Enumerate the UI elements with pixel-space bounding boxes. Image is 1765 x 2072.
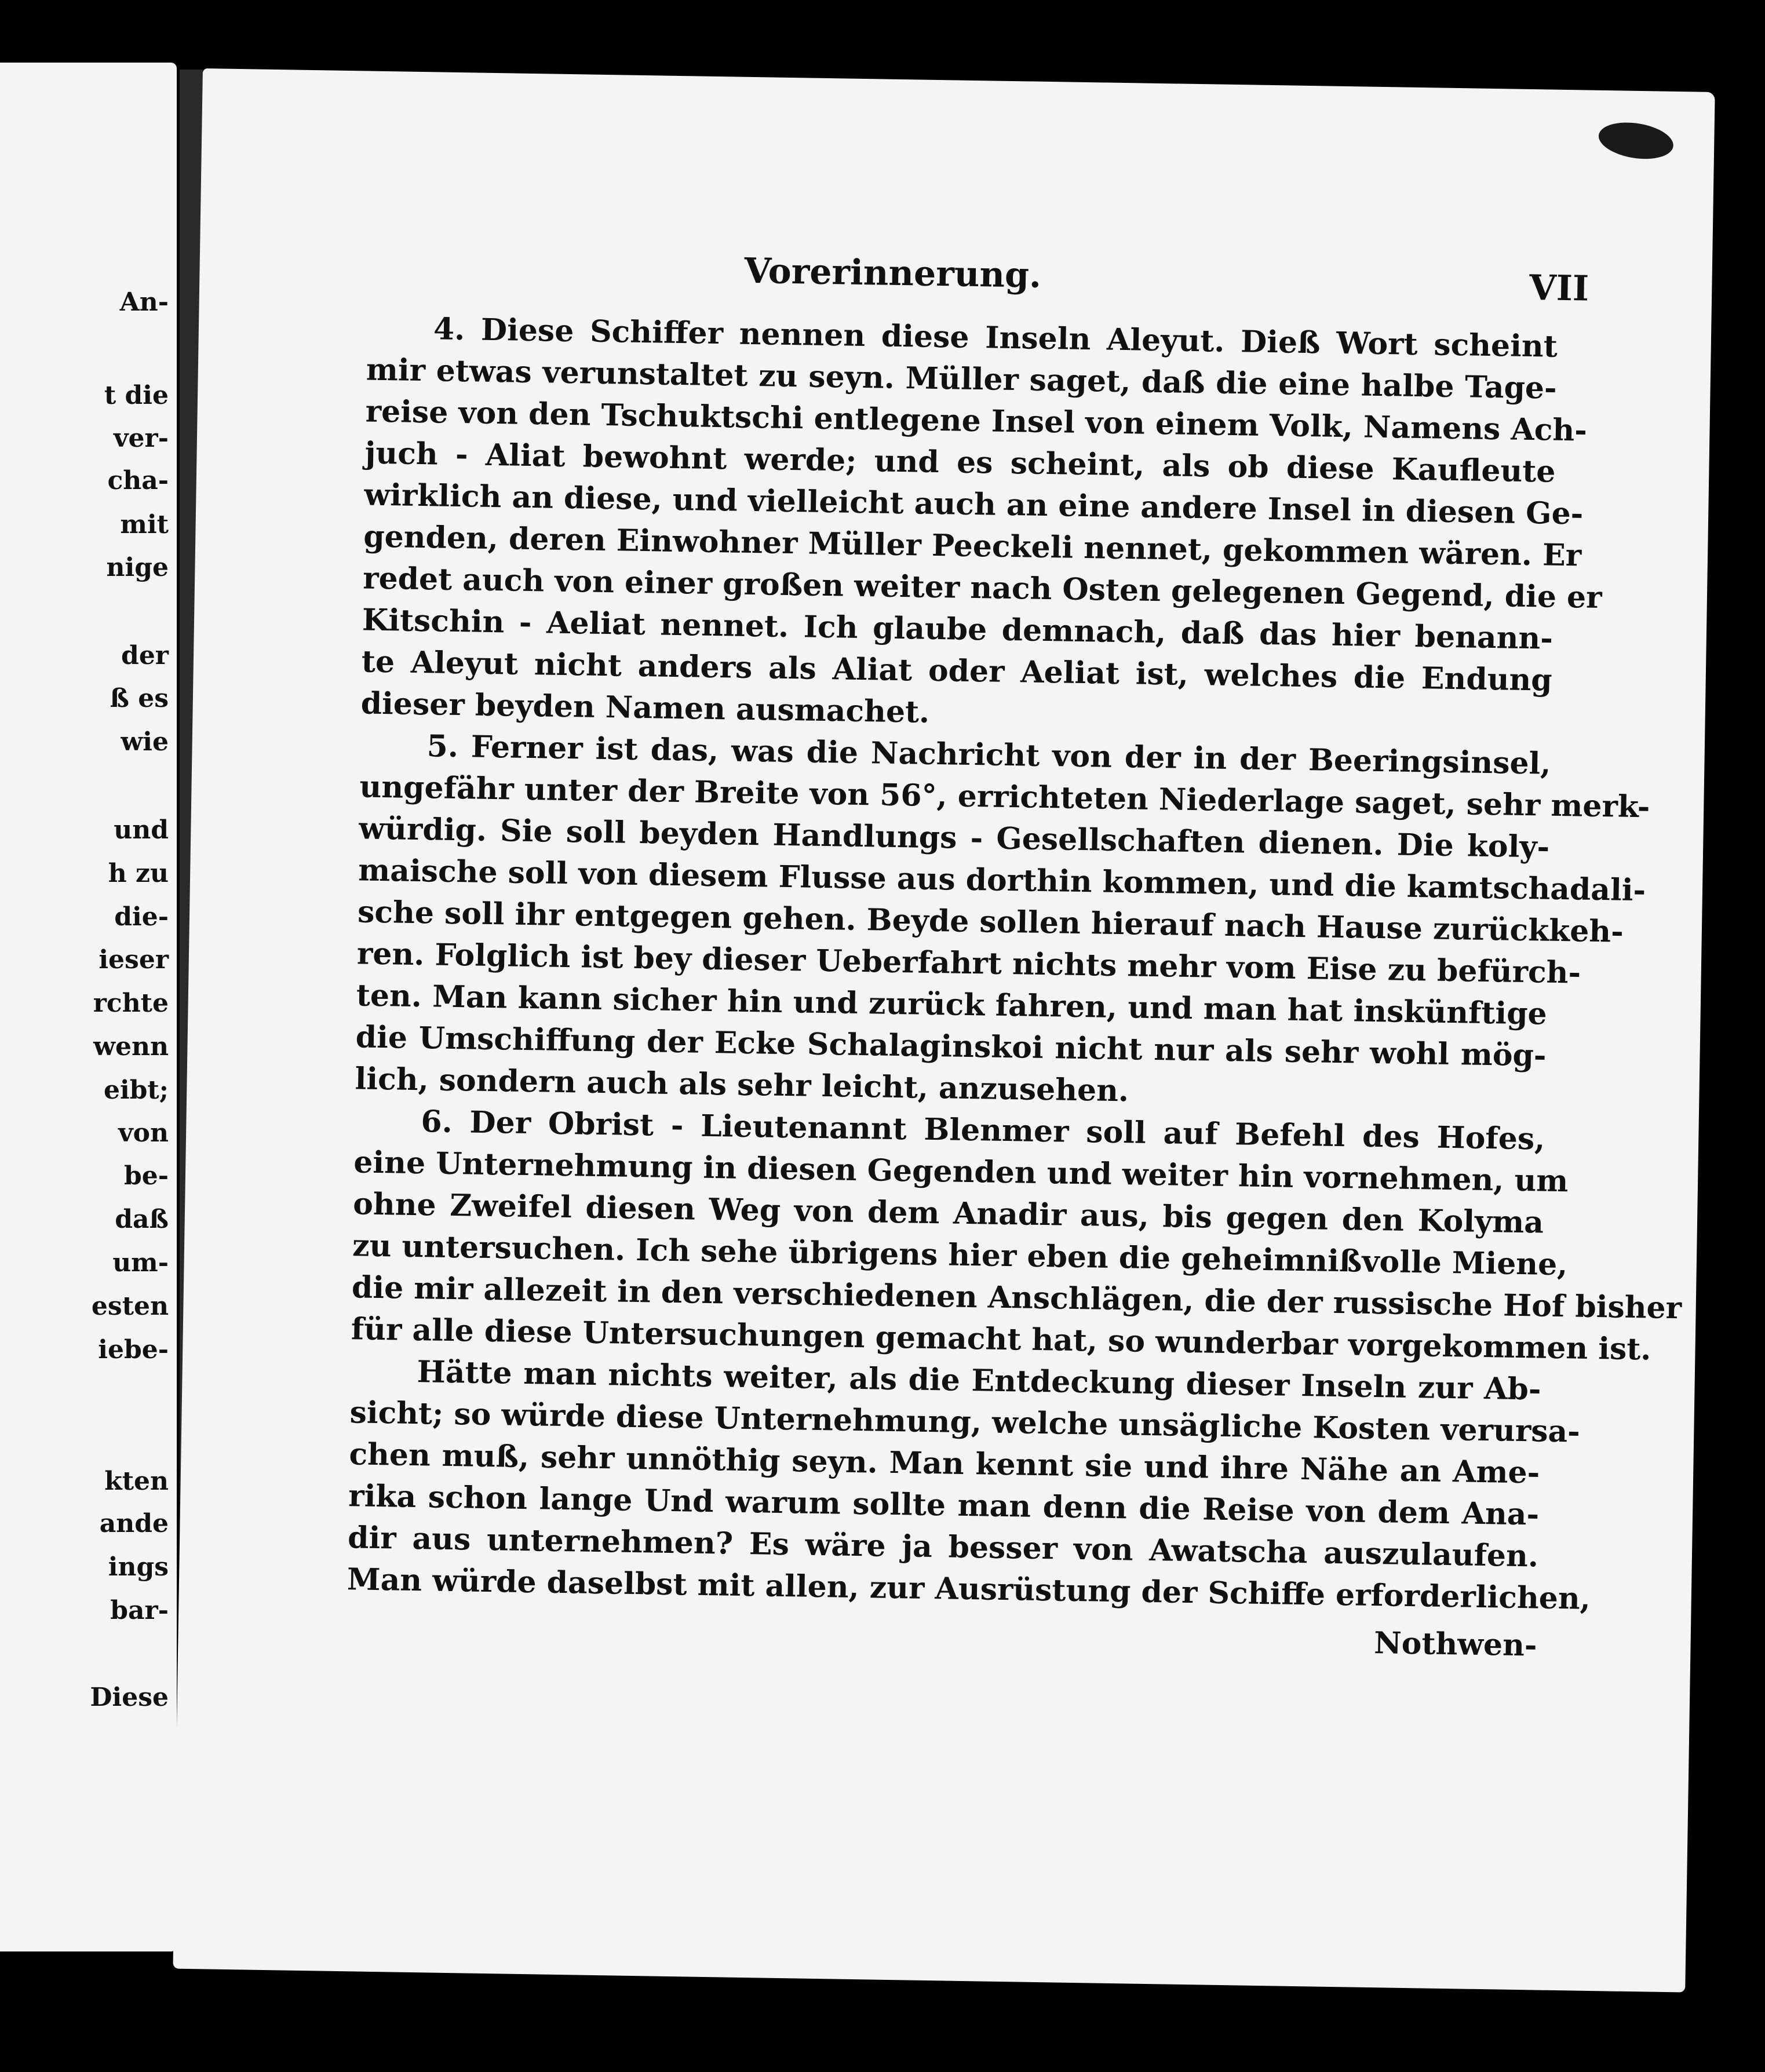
text-line: Kitschin - Aeliat nennet. Ich glaube demnach, daß das hier benann- [362,602,1554,656]
left-page-fragment: wie [121,727,169,757]
left-page [0,63,177,1951]
left-page-fragment: cha- [107,466,169,495]
text-line: ten. Man kann sicher hin und zurück fahren, und man hat inskünftige [356,977,1548,1032]
left-page-fragment: be- [123,1161,169,1191]
left-page-fragment: ings [108,1552,169,1582]
text-line: für alle diese Untersuchungen gemacht hat, so wunderbar vorgekommen ist. [351,1311,1651,1367]
left-page-fragment: ieser [99,945,169,975]
text-line: die Umschiffung der Ecke Schalaginskoi nicht nur als sehr wohl mög- [355,1019,1547,1074]
text-line: würdig. Sie soll beyden Handlungs - Gesellschaften dienen. Die koly- [358,811,1550,865]
left-page-fragment: nige [106,553,169,582]
text-line: die mir allezeit in den verschiedenen Anschlägen, die der russische Hof bisher [351,1270,1682,1326]
left-page-fragment: die- [114,902,169,932]
text-line: maische soll von diesem Flusse aus dorthin kommen, und die kamtschadali- [358,852,1646,909]
text-line: te Aleyut nicht anders als Aliat oder Aeliat ist, welches die Endung [361,644,1553,698]
text-line: Man würde daselbst mit allen, zur Ausrüstung der Schiffe erforderlichen, [347,1562,1591,1617]
left-page-fragment: ß es [110,684,169,713]
text-line: mir etwas verunstaltet zu seyn. Müller saget, daß die eine halbe Tage- [366,352,1558,406]
left-page-fragment: um- [112,1248,169,1278]
text-line: zu untersuchen. Ich sehe übrigens hier eben die geheimnißvolle Miene, [352,1228,1568,1283]
left-page-fragment: bar- [110,1596,169,1625]
text-line: 6. Der Obrist - Lieutenannt Blenmer soll auf Befehl des Hofes, [421,1104,1545,1157]
left-page-fragment: und [114,815,169,845]
text-line: rika schon lange Und warum sollte man denn die Reise von dem Ana- [348,1478,1540,1533]
text-line: reise von den Tschuktschi entlegene Insel von einem Volk, Namens Ach- [365,393,1588,448]
text-line: sicht; so würde diese Unternehmung, welche unsägliche Kosten verursa- [349,1395,1581,1450]
text-line: juch - Aliat bewohnt werde; und es scheint, als ob diese Kaufleute [364,435,1556,490]
text-line: ohne Zweifel diesen Weg von dem Anadir aus, bis gegen den Kolyma [352,1186,1544,1241]
left-page-fragment: h zu [108,859,169,888]
left-page-fragment: von [118,1118,169,1148]
text-line: dieser beyden Namen ausmachet. [360,685,930,730]
left-page-fragment: der [121,641,169,670]
running-head: Vorerinnerung. [744,250,1042,296]
text-line: lich, sondern auch als sehr leicht, anzusehen. [355,1061,1129,1109]
left-page-fragment: iebe- [98,1335,169,1365]
left-page-fragment: eibt; [103,1075,169,1105]
left-page-fragment: kten [104,1467,169,1496]
text-line: ren. Folglich ist bey dieser Ueberfahrt nichts mehr vom Eise zu befürch- [356,936,1581,991]
left-page-fragment: ande [99,1509,169,1538]
text-line: 4. Diese Schiffer nennen diese Inseln Aleyut. Dieß Wort scheint [433,311,1558,364]
left-page-fragment: rchte [93,988,169,1018]
catchword: Nothwen- [1373,1625,1538,1664]
left-page-fragment: Diese [90,1683,169,1712]
text-line: Hätte man nichts weiter, als die Entdeckung dieser Inseln zur Ab- [417,1354,1541,1407]
left-page-fragment: An- [119,287,169,317]
text-line: chen muß, sehr unnöthig seyn. Man kennt sie und ihre Nähe an Ame- [348,1436,1540,1491]
text-line: eine Unternehmung in diesen Gegenden und weiter hin vornehmen, um [353,1144,1569,1199]
left-page-fragment: mit [120,510,169,539]
left-page-fragment: ver- [113,424,169,453]
left-page-fragment: wenn [93,1032,169,1061]
text-line: wirklich an diese, und vielleicht auch an eine andere Insel in diesen Ge- [363,477,1584,532]
text-line: dir aus unternehmen? Es wäre ja besser von Awatscha auszulaufen. [347,1520,1539,1574]
text-line: redet auch von einer großen weiter nach Osten gelegenen Gegend, die er [362,560,1603,616]
text-line: ungefähr unter der Breite von 56°, errichteten Niederlage saget, sehr merk- [359,769,1650,825]
page-number: VII [1529,268,1589,309]
text-line: 5. Ferner ist das, was die Nachricht von der in der Beeringsinsel, [426,728,1551,782]
left-page-fragment: daß [115,1205,169,1234]
ink-stain [1596,118,1676,163]
left-page-fragment: t die [104,381,169,410]
left-page-fragment: esten [91,1292,169,1321]
text-line: genden, deren Einwohner Müller Peeckeli nennet, gekommen wären. Er [363,519,1582,574]
main-page [173,68,1715,1993]
text-line: sche soll ihr entgegen gehen. Beyde sollen hierauf nach Hause zurückkeh- [357,894,1624,950]
